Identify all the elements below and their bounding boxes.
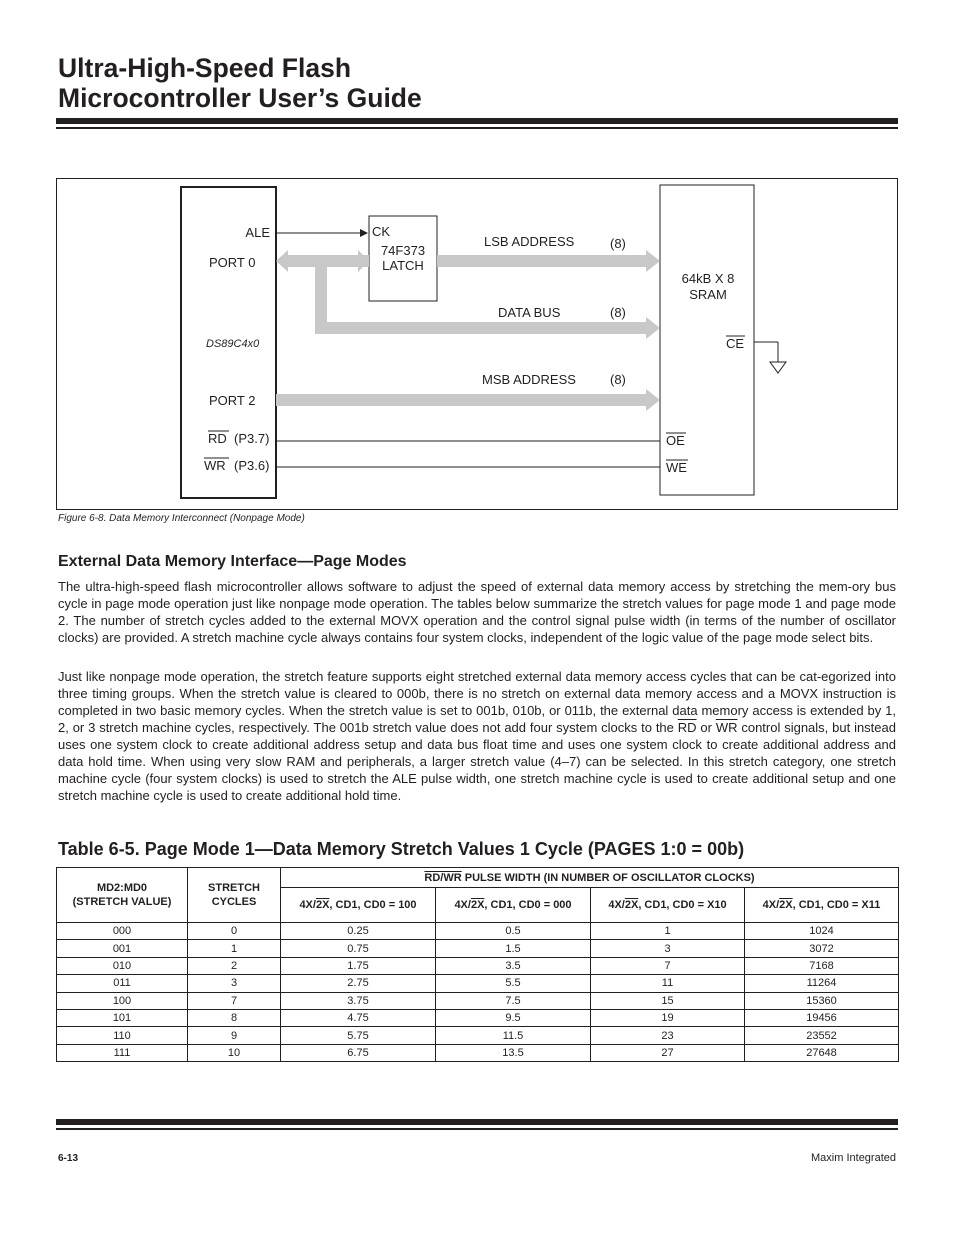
- table-row: [57, 992, 899, 1009]
- table-cell: 5.75: [281, 1027, 436, 1044]
- table-cell: 19456: [745, 1009, 899, 1026]
- latch-part-label: 74F373: [380, 243, 426, 258]
- data-width-label: (8): [610, 305, 626, 320]
- sub4-suffix: , CD1, CD0 = X11: [792, 899, 881, 911]
- table-cell: 6.75: [281, 1044, 436, 1061]
- sram-we-label: WE: [666, 460, 687, 475]
- table-cell: 27648: [745, 1044, 899, 1061]
- table-cell: 3.75: [281, 992, 436, 1009]
- section-heading: External Data Memory Interface—Page Modes: [58, 553, 407, 570]
- footer-rule-thick: [56, 1119, 898, 1125]
- col2-line1: STRETCH: [208, 882, 260, 894]
- table-cell: 7: [188, 992, 281, 1009]
- latch-ck-label: CK: [372, 224, 391, 239]
- table-cell: 4.75: [281, 1009, 436, 1026]
- msb-width-label: (8): [610, 372, 626, 387]
- table-cell: 1: [591, 923, 745, 940]
- latch-name-label: LATCH: [382, 258, 424, 273]
- data-bus: [315, 317, 660, 339]
- figure-interconnect: [56, 178, 898, 510]
- table-cell: 1.75: [281, 957, 436, 974]
- sram-ce-label: CE: [726, 336, 745, 351]
- sub1-prefix: 4X/: [299, 899, 316, 911]
- sub3-2x: 2X: [624, 899, 639, 911]
- page-title: [58, 53, 422, 113]
- table-cell: 11264: [745, 975, 899, 992]
- table-cell: 7.5: [436, 992, 591, 1009]
- title-line-1: Ultra-High-Speed Flash: [58, 53, 352, 83]
- mcu-wr-pin: (P3.6): [234, 458, 270, 473]
- mcu-name: DS89C4x0: [206, 338, 260, 350]
- table-cell: 0.75: [281, 940, 436, 957]
- group-header-pulse-width: [281, 868, 899, 888]
- table-cell: 3: [188, 975, 281, 992]
- table-cell: 0: [188, 923, 281, 940]
- table-row: [57, 975, 899, 992]
- paragraph-2-or: or: [696, 720, 716, 735]
- table-cell: 000: [57, 923, 188, 940]
- table-cell: 1: [188, 940, 281, 957]
- sub3-suffix: , CD1, CD0 = X10: [638, 899, 727, 911]
- table-cell: 1024: [745, 923, 899, 940]
- table-title: Table 6-5. Page Mode 1—Data Memory Stretch Values 1 Cycle (PAGES 1:0 = 00b): [58, 839, 745, 859]
- sub-header-x11: [745, 888, 899, 923]
- lsb-address-bus: [437, 250, 660, 272]
- col-header-stretch-cycles: [188, 868, 281, 923]
- mcu-wr-label: WR: [204, 458, 226, 473]
- sram-name-label: SRAM: [689, 287, 727, 302]
- sub-header-100: [281, 888, 436, 923]
- table-cell: 8: [188, 1009, 281, 1026]
- port0-bus: [276, 250, 369, 333]
- table-cell: 11: [591, 975, 745, 992]
- ground-icon: [754, 342, 786, 373]
- sub2-suffix: , CD1, CD0 = 000: [484, 899, 572, 911]
- table-cell: 111: [57, 1044, 188, 1061]
- table-row: [57, 923, 899, 940]
- page-number: 6-13: [58, 1153, 79, 1164]
- table-cell: 15: [591, 992, 745, 1009]
- table-cell: 1.5: [436, 940, 591, 957]
- table-cell: 011: [57, 975, 188, 992]
- table-cell: 15360: [745, 992, 899, 1009]
- table-cell: 3: [591, 940, 745, 957]
- sram-size-label: 64kB X 8: [681, 271, 735, 286]
- col1-line1: MD2:MD0: [96, 882, 148, 894]
- table-cell: 19: [591, 1009, 745, 1026]
- msb-address-label: MSB ADDRESS: [482, 372, 576, 387]
- table-cell: 010: [57, 957, 188, 974]
- sub4-2x: 2X: [779, 899, 793, 911]
- stretch-values-table: [56, 867, 899, 1062]
- col-header-stretch-value: [57, 868, 188, 923]
- table-cell: 101: [57, 1009, 188, 1026]
- table-cell: 5.5: [436, 975, 591, 992]
- footer-rule-thin: [56, 1128, 898, 1130]
- table-cell: 3072: [745, 940, 899, 957]
- paragraph-2-wr: $\overline{WR}$: [715, 720, 738, 735]
- table-cell: 100: [57, 992, 188, 1009]
- paragraph-2-rd: $\overline{RD}$: [677, 720, 697, 735]
- figure-caption: Figure 6-8. Data Memory Interconnect (Nonpage Mode): [58, 513, 305, 524]
- header-rule-thick: [56, 118, 898, 124]
- table-cell: 0.25: [281, 923, 436, 940]
- table-row: [57, 1027, 899, 1044]
- lsb-address-label: LSB ADDRESS: [484, 234, 575, 249]
- table-cell: 7168: [745, 957, 899, 974]
- paragraph-2-part-b: control signals, but instead uses one system clock to create additional address setup and data bus float time and uses one system clock to create additional address and data hold time. When using very slow RAM and peripherals, a larger stretch value (4–7) can be selected. In this stretch category, one stretch machine cycle (four system clocks) is used to stretch the ALE pulse width, one stretch machine cycle is used to create additional setup and one stretch machine cycle is used to create additional hold time.: [58, 720, 896, 803]
- table-row: [57, 940, 899, 957]
- title-line-2: Microcontroller User’s Guide: [58, 83, 422, 113]
- table-cell: 7: [591, 957, 745, 974]
- group-header-rdwr: RD/WR: [424, 871, 462, 884]
- table-cell: 27: [591, 1044, 745, 1061]
- mcu-rd-pin: (P3.7): [234, 431, 270, 446]
- table-cell: 13.5: [436, 1044, 591, 1061]
- company-name: Maxim Integrated: [811, 1152, 896, 1164]
- sub-header-x10: [591, 888, 745, 923]
- paragraph-2-part-a: Just like nonpage mode operation, the stretch feature supports eight stretched external data memory access cycles that can be cat-egorized into three timing groups. When the stretch value is cleared to 000b, there is no stretch on external data memory access and a MOVX instruction is completed in two basic memory cycles. When the stretch value is set to 001b, 010b, or 011b, the external data memory access is extended by 1, 2, or 3 stretch machine cycles, respectively. The 001b stretch value does not add four system clocks to the: [58, 669, 896, 735]
- sub-header-000: [436, 888, 591, 923]
- sub1-suffix: , CD1, CD0 = 100: [329, 899, 417, 911]
- interconnect-diagram: [57, 179, 897, 509]
- col2-line2: CYCLES: [211, 896, 257, 908]
- data-bus-label: DATA BUS: [498, 305, 561, 320]
- table-cell: 11.5: [436, 1027, 591, 1044]
- table-cell: 9: [188, 1027, 281, 1044]
- col1-line2: (STRETCH VALUE): [72, 896, 172, 908]
- mcu-rd-label: RD: [208, 431, 227, 446]
- table-cell: 2.75: [281, 975, 436, 992]
- table-row: [57, 1009, 899, 1026]
- table-row: [57, 957, 899, 974]
- table-cell: 23552: [745, 1027, 899, 1044]
- paragraph-2: [58, 668, 896, 804]
- msb-address-bus: [276, 389, 660, 411]
- sub2-prefix: 4X/: [454, 899, 471, 911]
- mcu-ale-label: ALE: [245, 225, 270, 240]
- mcu-port0-label: PORT 0: [209, 255, 256, 270]
- table-cell: 001: [57, 940, 188, 957]
- lsb-width-label: (8): [610, 236, 626, 251]
- table-cell: 9.5: [436, 1009, 591, 1026]
- sram-oe-label: OE: [666, 433, 685, 448]
- table-cell: 3.5: [436, 957, 591, 974]
- mcu-port2-label: PORT 2: [209, 393, 256, 408]
- header-rule-thin: [56, 127, 898, 129]
- table-cell: 0.5: [436, 923, 591, 940]
- paragraph-1: The ultra-high-speed flash microcontroller allows software to adjust the speed of external data memory access by stretching the mem-ory bus cycle in page mode operation just like nonpage mode operation. The tables below summarize the stretch values for page mode 1 and page mode 2. The number of stretch cycles added to the external MOVX operation and the control signal pulse width (in terms of the number of oscillator clocks) are provided. A stretch machine cycle always contains four system clocks, independent of the logic value of the page mode select bits.: [58, 579, 896, 645]
- table-cell: 10: [188, 1044, 281, 1061]
- table-row: [57, 1044, 899, 1061]
- sub4-prefix: 4X/: [762, 899, 780, 911]
- table-cell: 110: [57, 1027, 188, 1044]
- sub1-2x: 2X: [315, 899, 330, 911]
- sub2-2x: 2X: [470, 899, 485, 911]
- sub3-prefix: 4X/: [608, 899, 625, 911]
- group-header-rest: PULSE WIDTH (IN NUMBER OF OSCILLATOR CLOCKS): [461, 871, 755, 884]
- table-cell: 23: [591, 1027, 745, 1044]
- table-cell: 2: [188, 957, 281, 974]
